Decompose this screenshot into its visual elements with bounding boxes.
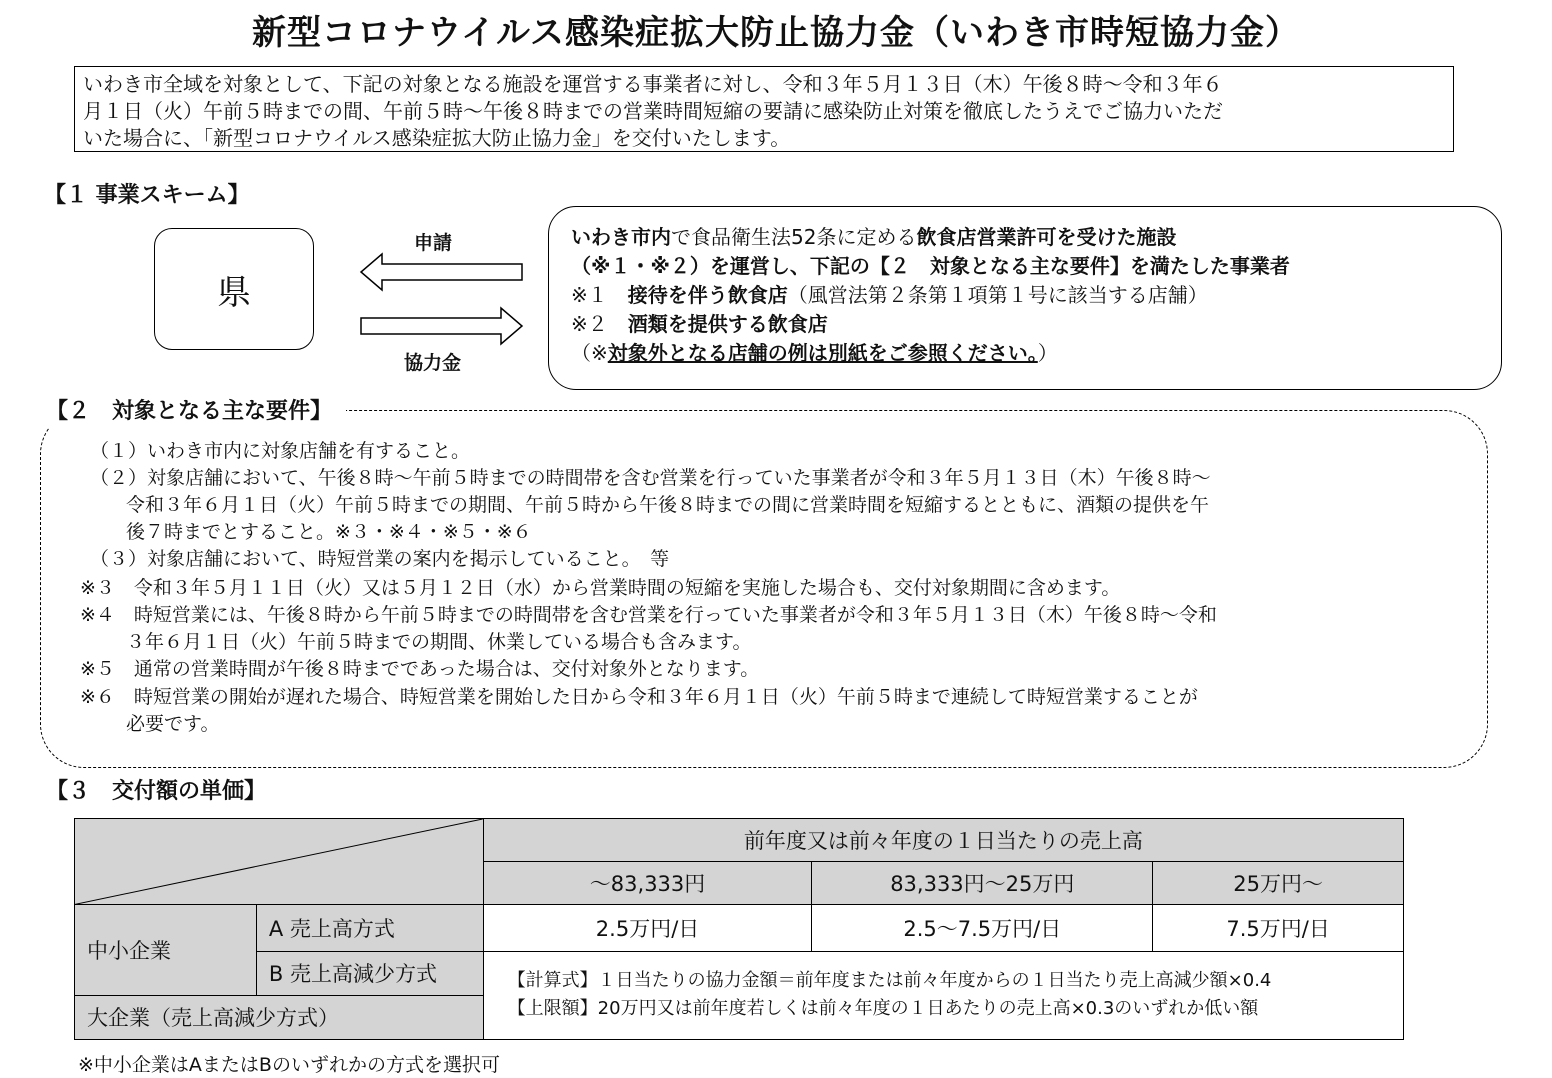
scheme-mark: ※２ <box>571 312 628 336</box>
sales-group-header: 前年度又は前々年度の１日当たりの売上高 <box>483 819 1403 862</box>
column-header: ～83,333円 <box>483 862 812 905</box>
scheme-mark: ※１ <box>571 283 628 307</box>
apply-arrow-label: 申請 <box>414 232 453 254</box>
scheme-line <box>571 281 1481 310</box>
requirement-line: （３）対象店舗において、時短営業の案内を掲示していること。 等 <box>90 548 670 570</box>
scheme-excluded-note: 対象外となる店舗の例は別紙をご参照ください。 <box>607 341 1038 365</box>
requirement-line: （２）対象店舗において、午後８時～午前５時までの時間帯を含む営業を行っていた事業者が令和３年５月１３日（木）午後８時～ <box>90 467 1211 489</box>
sme-row-header: 中小企業 <box>75 905 257 995</box>
payment-arrow-icon <box>358 306 526 346</box>
table-note: ※中小企業はAまたはBのいずれかの方式を選択可 <box>78 1054 500 1076</box>
prefecture-label: 県 <box>217 272 251 313</box>
scheme-text: （※ <box>571 341 608 365</box>
requirement-note: 必要です。 <box>126 713 220 735</box>
requirement-note: ※３ 令和３年５月１１日（火）又は５月１２日（水）から営業時間の短縮を実施した場合も、交付対象期間に含めます。 <box>80 577 1121 599</box>
formula-cap: 【上限額】20万円又は前年度若しくは前々年度の１日あたりの売上高×0.3のいずれか低い額 <box>507 998 1259 1020</box>
requirement-note: ３年６月１日（火）午前５時までの期間、休業している場合も含みます。 <box>126 631 752 653</box>
scheme-alcohol: 酒類を提供する飲食店 <box>627 312 828 336</box>
prefecture-box <box>154 228 314 350</box>
requirement-line: 令和３年６月１日（火）午前５時までの期間、午前５時から午後８時までの間に営業時間を短縮するとともに、酒類の提供を午 <box>126 494 1210 516</box>
requirement-line: 後７時までとすること。※３・※４・※５・※６ <box>126 521 532 543</box>
intro-line: 月１日（火）午前５時までの間、午前５時～午後８時までの営業時間短縮の要請に感染防止対策を徹底したうえでご協力いただ <box>83 99 1223 123</box>
row-a-value: 2.5万円/日 <box>483 905 812 951</box>
scheme-line <box>571 310 1481 339</box>
scheme-box <box>548 206 1502 390</box>
diagonal-line-icon <box>75 819 483 904</box>
intro-box <box>74 66 1454 152</box>
row-a-value: 2.5～7.5万円/日 <box>812 905 1153 951</box>
requirement-note: ※４ 時短営業には、午後８時から午前５時までの時間帯を含む営業を行っていた事業者が令和３年５月１３日（木）午後８時～令和 <box>80 604 1217 626</box>
column-header: 25万円～ <box>1153 862 1404 905</box>
payment-arrow-label: 協力金 <box>404 352 462 374</box>
row-a-value: 7.5万円/日 <box>1153 905 1404 951</box>
section2-heading: 【２ 対象となる主な要件】 <box>46 396 346 428</box>
intro-line: いわき市全域を対象として、下記の対象となる施設を運営する事業者に対し、令和３年５月１３日（木）午後８時～令和３年６ <box>83 72 1223 96</box>
page-title: 新型コロナウイルス感染症拡大防止協力金（いわき市時短協力金） <box>252 13 1300 53</box>
scheme-permit: 飲食店営業許可を受けた施設 <box>916 225 1177 249</box>
large-company-row-header: 大企業（売上高減少方式） <box>75 995 484 1039</box>
formula-cell <box>483 951 1403 1039</box>
grant-table <box>74 818 1404 1040</box>
section1-heading: 【１ 事業スキーム】 <box>44 183 250 208</box>
scheme-city: いわき市内 <box>571 225 671 249</box>
column-header: 83,333円～25万円 <box>812 862 1153 905</box>
requirement-note: ※６ 時短営業の開始が遅れた場合、時短営業を開始した日から令和３年６月１日（火）午前５時まで連続して時短営業することが <box>80 686 1198 708</box>
formula-calc: 【計算式】１日当たりの協力金額＝前年度または前々年度からの１日当たり売上高減少額×0.4 <box>507 970 1272 992</box>
scheme-hospitality: 接待を伴う飲食店 <box>627 283 788 307</box>
scheme-text: ） <box>1037 341 1058 365</box>
section3-heading: 【３ 交付額の単価】 <box>46 779 267 804</box>
scheme-text: で食品衛生法52条に定める <box>671 225 917 249</box>
scheme-text: （風営法第２条第１項第１号に該当する店舗） <box>787 283 1208 307</box>
scheme-line: （※１・※２）を運営し、下記の【２ 対象となる主な要件】を満たした事業者 <box>571 254 1290 278</box>
apply-arrow-icon <box>358 252 526 292</box>
row-b-header: B 売上高減少方式 <box>256 951 483 995</box>
table-corner <box>75 819 484 905</box>
intro-line: いた場合に、「新型コロナウイルス感染症拡大防止協力金」を交付いたします。 <box>83 126 791 150</box>
scheme-line <box>571 339 1481 368</box>
row-a-header: A 売上高方式 <box>256 905 483 951</box>
requirement-note: ※５ 通常の営業時間が午後８時までであった場合は、交付対象外となります。 <box>80 658 760 680</box>
scheme-line <box>571 223 1481 252</box>
requirement-line: （１）いわき市内に対象店舗を有すること。 <box>90 440 471 462</box>
